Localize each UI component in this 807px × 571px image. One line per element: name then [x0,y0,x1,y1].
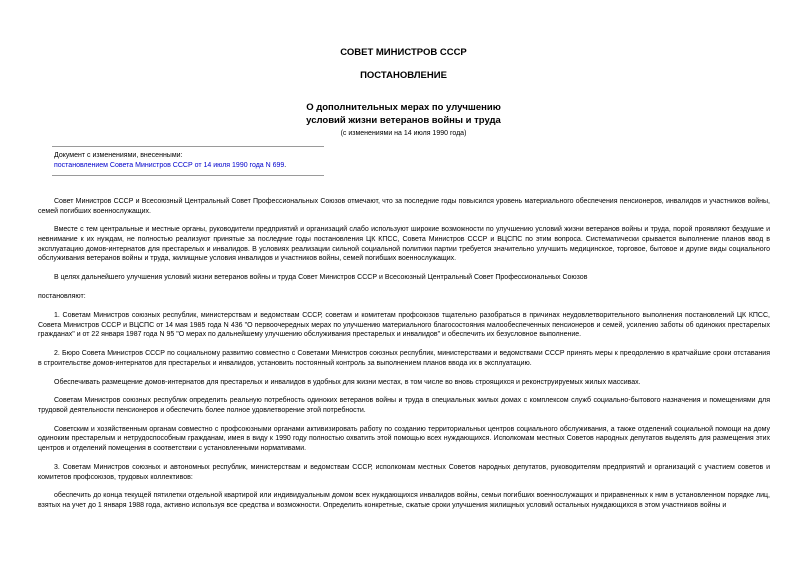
paragraph: Советам Министров союзных республик определить реальную потребность одиноких ветеранов войны и труда в специальных жилых домах с комплексом служб социально-бытового назначения и помещениями для трудовой деятельности пенсионеров и обеспечить более полное удовлетворение этой потребности. [38,397,770,414]
paragraph: 1. Советам Министров союзных республик, министерствам и ведомствам СССР, советам и комитетам профсоюзов тщательно разобраться в причинах неудовлетворительного выполнения постановлений ЦК КПСС, Совета Министров СССР и ВЦСПС от 14 мая 1985 года N 436 "О первоочередных мерах по улучшению материального благосостояния малообеспеченных пенсионеров и семей, усилению заботы об одиноких престарелых гражданах" и от 22 января 1987 года N 95 "О мерах по дальнейшему улучшению обслуживания престарелых и инвалидов" и обеспечить их безусловное выполнение. [38,311,770,339]
amendments-entry [54,161,324,171]
paragraph: 3. Советам Министров союзных и автономных республик, министерствам и ведомствам СССР, исполкомам местных Советов народных депутатов, руководителям предприятий и организаций с участием советов и комитетов профсоюзов, трудовых коллективов: [38,463,770,481]
document-type: ПОСТАНОВЛЕНИЕ [360,70,447,81]
paragraph: постановляют: [38,293,86,301]
paragraph: обеспечить до конца текущей пятилетки отдельной квартирой или индивидуальным домом всех нуждающихся инвалидов войны, семьи погибших военнослужащих и приравненных к ним в установленном порядке лиц, взятых на учет до 1 января 1988 года, активно используя все средства и возможности. Определить конкретные, сжатые сроки улучшения жилищных условий остальных нуждающихся в этом участников войны и [38,492,770,510]
paragraph: Обеспечивать размещение домов-интернатов для престарелых и инвалидов в удобных для жизни местах, в том числе во вновь строящихся и реконструируемых жилых массивах. [54,378,641,386]
title-line-2: условий жизни ветеранов войны и труда [306,115,501,126]
paragraph: 2. Бюро Совета Министров СССР по социальному развитию совместно с Советами Министров союзных республик, министерствами и ведомствами СССР принять меры к преодолению в кратчайшие сроки отставания в строительстве домов-интернатов для престарелых и инвалидов, установить постоянный контроль за выполнением планов ввода их в эксплуатацию. [38,350,770,367]
document-body [38,197,770,520]
paragraph: Вместе с тем центральные и местные органы, руководители предприятий и организаций слабо используют широкие возможности по улучшению условий жизни ветеранов войны и труда, порой проявляют бездушие и невнимание к их нуждам, не полностью реализуют принятые за последние годы постановления ЦК КПСС, Совета Министров СССР и ВЦСПС по этим вопроса. Систематически срывается выполнение планов ввод в эксплуатацию домов-интернатов для престарелых и инвалидов. В условиях реализации сильной социальной политики партии требуется значительно улучшить медицинское, торговое, бытовое и другие виды социального обслуживания ветеранов войны и труда, жилищные условия инвалидов и участников войны, семей погибших военнослужащих. [38,226,770,263]
amendments-label: Документ с изменениями, внесенными: [54,152,183,159]
paragraph: В целях дальнейшего улучшения условий жизни ветеранов войны и труда Совет Министров СССР и Всесоюзный Центральный Совет Профессиональных Союзов [54,274,588,282]
amendment-link[interactable]: постановлением Совета Министров СССР от 14 июля 1990 года N 699 [54,162,285,169]
paragraph: Совет Министров СССР и Всесоюзный Центральный Совет Профессиональных Союзов отмечают, что за последние годы повысился уровень материального обеспечения пенсионеров, инвалидов и участников войны, семей погибших военнослужащих. [38,198,770,215]
document-title [0,101,807,127]
issuing-authority: СОВЕТ МИНИСТРОВ СССР [340,47,467,58]
paragraph: Советским и хозяйственным органам совместно с профсоюзными органами активизировать работу по созданию территориальных центров социального обслуживания, а также отделений социальной помощи на дому одиноким престарелым и нетрудоспособным гражданам, имея в виду к 1990 году полностью охватить этой помощью всех нуждающихся. Исполкомам местных Советов народных депутатов выделять для размещения этих центров и отделений помещения в соответствии с установленными нормативами. [38,425,770,453]
amendment-note: (с изменениями на 14 июля 1990 года) [340,130,467,137]
amendments-box [52,146,324,176]
amendment-link-trail: . [284,162,287,169]
title-line-1: О дополнительных мерах по улучшению [306,102,501,113]
